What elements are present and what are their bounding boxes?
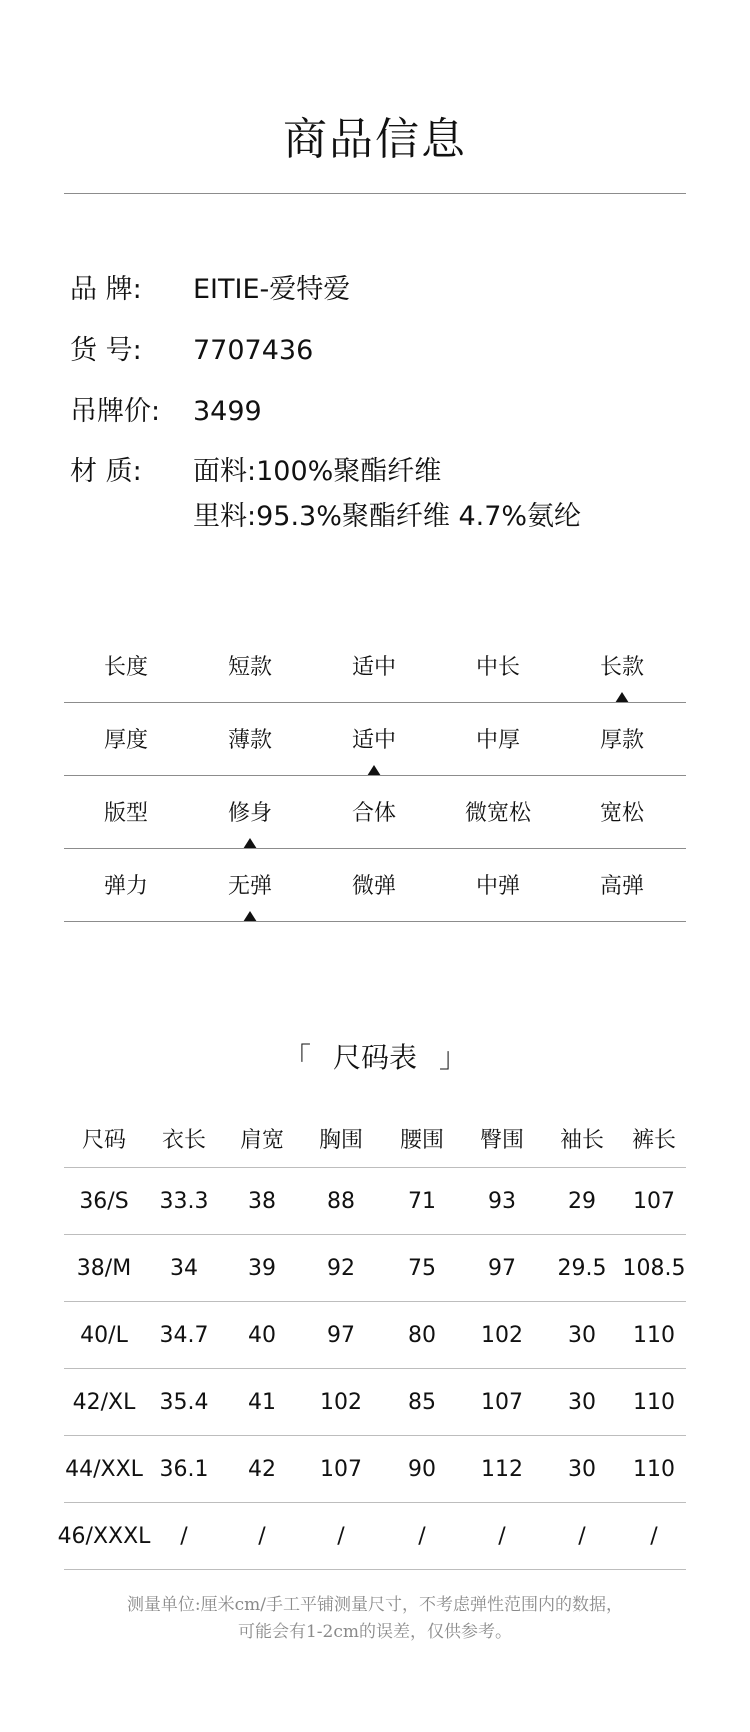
table-cell: 71 <box>408 1189 436 1214</box>
attribute-option: 宽松 <box>599 801 644 826</box>
table-cell: 44/XXL <box>65 1457 143 1482</box>
table-cell: 36.1 <box>159 1457 209 1482</box>
column-header: 尺码 <box>81 1127 126 1153</box>
close-bracket: 」 <box>439 1041 468 1074</box>
column-header: 衣长 <box>161 1127 206 1153</box>
table-cell: 30 <box>568 1390 596 1415</box>
table-cell: 42 <box>248 1457 276 1482</box>
attribute-option: 中弹 <box>475 874 520 899</box>
table-cell: 92 <box>327 1256 355 1281</box>
item-number-label: 货 号: <box>70 335 142 366</box>
attribute-option: 中长 <box>475 655 520 680</box>
attribute-option: 微弹 <box>351 874 396 899</box>
tag-price-value: 3499 <box>193 396 262 427</box>
table-cell: 75 <box>408 1256 436 1281</box>
table-cell: / <box>578 1524 586 1549</box>
size-chart-title-text: 尺码表 <box>332 1041 417 1074</box>
table-cell: 110 <box>633 1323 675 1348</box>
table-row <box>64 1168 686 1235</box>
table-cell: / <box>180 1524 188 1549</box>
table-cell: 80 <box>408 1323 436 1348</box>
table-cell: 110 <box>633 1390 675 1415</box>
table-cell: 41 <box>248 1390 276 1415</box>
table-cell: 102 <box>320 1390 362 1415</box>
table-cell: 39 <box>248 1256 276 1281</box>
table-row <box>57 1503 686 1570</box>
attribute-option: 中厚 <box>475 728 520 753</box>
table-cell: / <box>337 1524 345 1549</box>
attribute-option: 长款 <box>599 655 644 680</box>
material-outer-value: 面料:100%聚酯纤维 <box>193 456 442 487</box>
table-header-row <box>64 1108 686 1168</box>
column-header: 裤长 <box>631 1127 676 1153</box>
attribute-option: 适中 <box>351 728 396 753</box>
column-header: 袖长 <box>559 1127 604 1153</box>
table-cell: 34.7 <box>159 1323 209 1348</box>
table-cell: 36/S <box>79 1189 129 1214</box>
attribute-name: 弹力 <box>103 874 148 899</box>
table-row <box>64 1302 686 1369</box>
table-cell: / <box>650 1524 658 1549</box>
attribute-option: 短款 <box>227 655 272 680</box>
table-cell: 35.4 <box>159 1390 209 1415</box>
title-divider <box>64 193 686 194</box>
table-cell: 30 <box>568 1457 596 1482</box>
attribute-row-fit <box>64 776 686 849</box>
table-cell: 40/L <box>80 1323 128 1348</box>
table-cell: 33.3 <box>159 1189 209 1214</box>
item-number-value: 7707436 <box>193 335 314 366</box>
table-row <box>64 1235 686 1302</box>
table-cell: 30 <box>568 1323 596 1348</box>
brand-label: 品 牌: <box>70 274 142 305</box>
attribute-option: 适中 <box>351 655 396 680</box>
table-cell: 110 <box>633 1457 675 1482</box>
column-header: 肩宽 <box>239 1127 284 1153</box>
size-chart-title <box>0 1040 750 1076</box>
column-header: 腰围 <box>399 1127 444 1153</box>
table-row <box>64 1436 686 1503</box>
table-cell: 85 <box>408 1390 436 1415</box>
column-header: 臀围 <box>479 1127 524 1153</box>
measurement-note-line-2: 可能会有1-2cm的误差，仅供参考。 <box>237 1622 513 1642</box>
table-cell: 40 <box>248 1323 276 1348</box>
table-cell: 38/M <box>76 1256 132 1281</box>
table-cell: 97 <box>327 1323 355 1348</box>
table-cell: 102 <box>481 1323 523 1348</box>
attribute-option: 薄款 <box>227 728 272 753</box>
open-bracket: 「 <box>282 1041 311 1074</box>
table-cell: 38 <box>248 1189 276 1214</box>
table-cell: 112 <box>481 1457 523 1482</box>
table-cell: 97 <box>488 1256 516 1281</box>
attribute-row-elasticity <box>64 849 686 922</box>
attribute-option: 高弹 <box>599 874 644 899</box>
table-cell: / <box>498 1524 506 1549</box>
row-divider <box>64 1569 686 1570</box>
measurement-note <box>0 1592 750 1646</box>
table-cell: 107 <box>481 1390 523 1415</box>
table-cell: 34 <box>170 1256 198 1281</box>
table-cell: 107 <box>633 1189 675 1214</box>
attribute-option: 微宽松 <box>464 801 531 826</box>
table-cell: 29.5 <box>557 1256 607 1281</box>
material-label: 材 质: <box>70 456 142 487</box>
table-cell: 107 <box>320 1457 362 1482</box>
attribute-row-length <box>64 630 686 703</box>
table-cell: 93 <box>488 1189 516 1214</box>
table-row <box>64 1369 686 1436</box>
attribute-name: 长度 <box>103 655 148 680</box>
attribute-name: 版型 <box>103 801 148 826</box>
attribute-option: 修身 <box>227 801 272 826</box>
brand-value: EITIE-爱特爱 <box>193 274 351 305</box>
measurement-note-line-1: 测量单位:厘米cm/手工平铺测量尺寸，不考虑弹性范围内的数据， <box>126 1595 624 1615</box>
attribute-option: 厚款 <box>599 728 644 753</box>
table-cell: 46/XXXL <box>57 1524 151 1549</box>
row-divider <box>64 921 686 922</box>
table-cell: 88 <box>327 1189 355 1214</box>
page-title: 商品信息 <box>283 114 467 165</box>
table-cell: 108.5 <box>622 1256 686 1281</box>
attribute-row-thickness <box>64 703 686 776</box>
table-cell: / <box>258 1524 266 1549</box>
table-cell: 29 <box>568 1189 596 1214</box>
table-cell: 90 <box>408 1457 436 1482</box>
tag-price-label: 吊牌价: <box>70 396 161 427</box>
table-cell: / <box>418 1524 426 1549</box>
material-lining-value: 里料:95.3%聚酯纤维 4.7%氨纶 <box>193 501 582 532</box>
attribute-option: 无弹 <box>227 874 272 899</box>
attribute-name: 厚度 <box>103 728 148 753</box>
column-header: 胸围 <box>318 1127 363 1153</box>
attribute-option: 合体 <box>351 801 396 826</box>
table-cell: 42/XL <box>72 1390 136 1415</box>
